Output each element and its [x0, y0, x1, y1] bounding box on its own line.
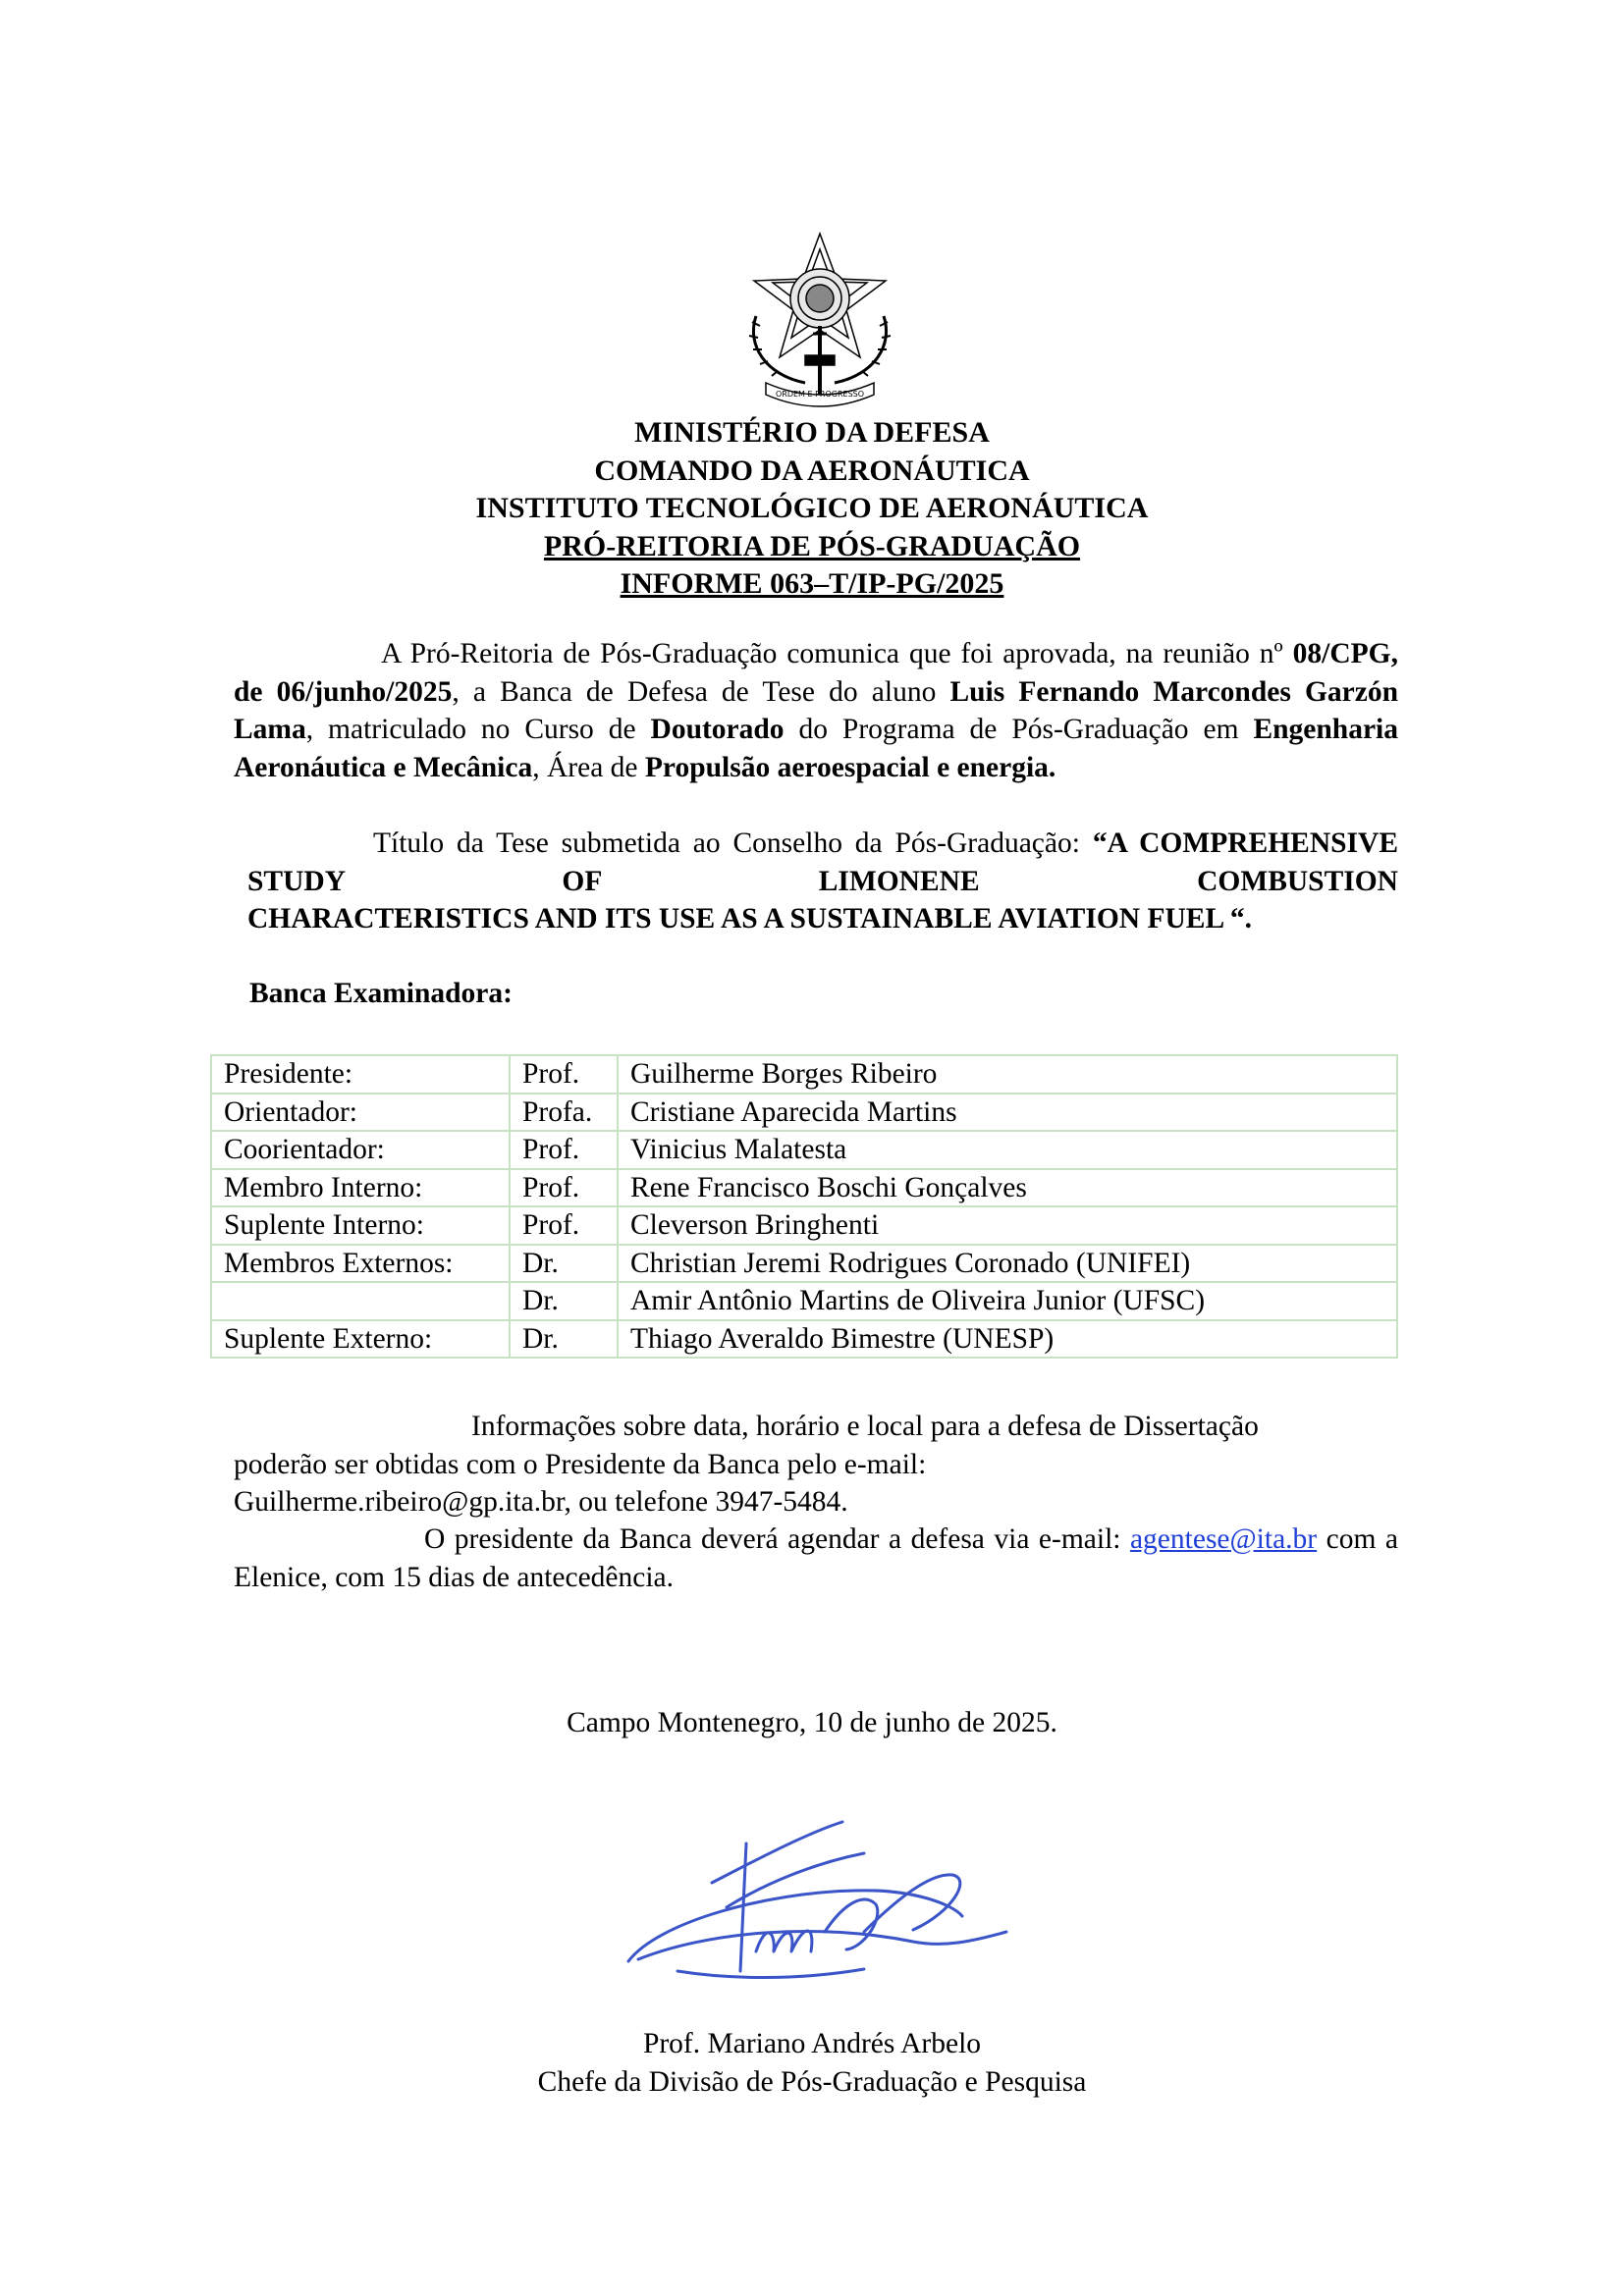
examiner-title: Dr. [510, 1245, 618, 1283]
examiner-title: Prof. [510, 1131, 618, 1169]
signer-role: Chefe da Divisão de Pós-Graduação e Pesquisa [537, 2065, 1087, 2098]
thesis-title-continued: CHARACTERISTICS AND ITS USE AS A SUSTAINABLE AVIATION FUEL “. [247, 903, 1252, 934]
examiner-title: Profa. [510, 1094, 618, 1132]
signature-block [0, 2025, 1624, 2101]
examiner-title: Prof. [510, 1055, 618, 1094]
examiner-name: Thiago Averaldo Bimestre (UNESP) [618, 1320, 1397, 1359]
examiner-role: Orientador: [211, 1094, 510, 1132]
examiner-name: Guilherme Borges Ribeiro [618, 1055, 1397, 1094]
examiner-title: Dr. [510, 1320, 618, 1359]
thesis-title: “A COMPREHENSIVE STUDY OF LIMONENE COMBUSTION [247, 828, 1398, 897]
contact-line: Guilherme.ribeiro@gp.ita.br, ou telefone 3947-5484. [234, 1486, 848, 1518]
program-name: Engenharia Aeronáutica e Mecânica [234, 714, 1398, 783]
header-informe-number: INFORME 063–T/IP-PG/2025 [620, 567, 1004, 600]
header-office: PRÓ-REITORIA DE PÓS-GRADUAÇÃO [543, 529, 1081, 562]
schedule-text: com a Elenice, com 15 dias de antecedência. [234, 1523, 1398, 1593]
brazil-coat-of-arms-icon [727, 228, 913, 414]
examiner-title: Prof. [510, 1206, 618, 1245]
examiner-title: Dr. [510, 1282, 618, 1320]
schedule-email-link[interactable]: agentese@ita.br [1129, 1523, 1318, 1555]
examiner-name: Vinicius Malatesta [618, 1131, 1397, 1169]
intro-paragraph [234, 635, 1398, 786]
intro-text: , matriculado no Curso de [305, 714, 651, 745]
examiner-role: Coorientador: [211, 1131, 510, 1169]
table-row [211, 1131, 1397, 1169]
intro-text: do Programa de Pós-Graduação em [784, 714, 1254, 745]
info-line: poderão ser obtidas com o Presidente da Banca pelo e-mail: [234, 1448, 927, 1480]
examiner-name: Rene Francisco Boschi Gonçalves [618, 1169, 1397, 1207]
thesis-title-line [247, 825, 1398, 900]
area-name: Propulsão aeroespacial e energia. [644, 751, 1056, 783]
thesis-title-prefix: Título da Tese submetida ao Conselho da Pós-Graduação: [373, 828, 1093, 859]
header-command: COMANDO DA AERONÁUTICA [594, 454, 1030, 487]
svg-text:ORDEM E PROGRESSO: ORDEM E PROGRESSO [775, 390, 865, 399]
schedule-paragraph [234, 1521, 1398, 1596]
table-row [211, 1282, 1397, 1320]
table-row [211, 1320, 1397, 1359]
examiner-role: Suplente Interno: [211, 1206, 510, 1245]
examiner-role: Membro Interno: [211, 1169, 510, 1207]
header-institute: INSTITUTO TECNOLÓGICO DE AERONÁUTICA [475, 492, 1149, 524]
intro-text: , a Banca de Defesa de Tese do aluno [452, 675, 950, 708]
examiner-name: Amir Antônio Martins de Oliveira Junior (UFSC) [618, 1282, 1397, 1320]
table-row [211, 1055, 1397, 1094]
examiner-name: Cleverson Bringhenti [618, 1206, 1397, 1245]
examiner-name: Christian Jeremi Rodrigues Coronado (UNIFEI) [618, 1245, 1397, 1283]
info-paragraph [234, 1408, 1398, 1522]
examination-board-table [210, 1054, 1398, 1359]
course-level: Doutorado [650, 714, 785, 745]
info-line: Informações sobre data, horário e local para a defesa de Dissertação [471, 1411, 1259, 1442]
table-row [211, 1169, 1397, 1207]
examiner-role: Presidente: [211, 1055, 510, 1094]
examination-board-heading: Banca Examinadora: [249, 978, 513, 1009]
table-row [211, 1094, 1397, 1132]
student-name: Luis Fernando Marcondes Garzón Lama [234, 675, 1398, 745]
intro-text: , Área de [532, 751, 645, 783]
schedule-text: O presidente da Banca deverá agendar a defesa via e-mail: [424, 1523, 1130, 1555]
table-row [211, 1206, 1397, 1245]
examiner-title: Prof. [510, 1169, 618, 1207]
examiner-role: Membros Externos: [211, 1245, 510, 1283]
document-header [0, 414, 1624, 604]
table-row [211, 1245, 1397, 1283]
examiner-role: Suplente Externo: [211, 1320, 510, 1359]
signer-name: Prof. Mariano Andrés Arbelo [642, 2028, 982, 2059]
examiner-name: Cristiane Aparecida Martins [618, 1094, 1397, 1132]
handwritten-signature [619, 1814, 1021, 2001]
meeting-reference: 08/CPG, de 06/junho/2025 [234, 638, 1398, 708]
thesis-title-paragraph [247, 825, 1398, 938]
thesis-title-line [247, 900, 1398, 938]
intro-text: A Pró-Reitoria de Pós-Graduação comunica que foi aprovada, na reunião nº [381, 638, 1293, 669]
place-and-date: Campo Montenegro, 10 de junho de 2025. [567, 1707, 1057, 1738]
examiner-role [211, 1282, 510, 1320]
header-ministry: MINISTÉRIO DA DEFESA [634, 416, 990, 449]
